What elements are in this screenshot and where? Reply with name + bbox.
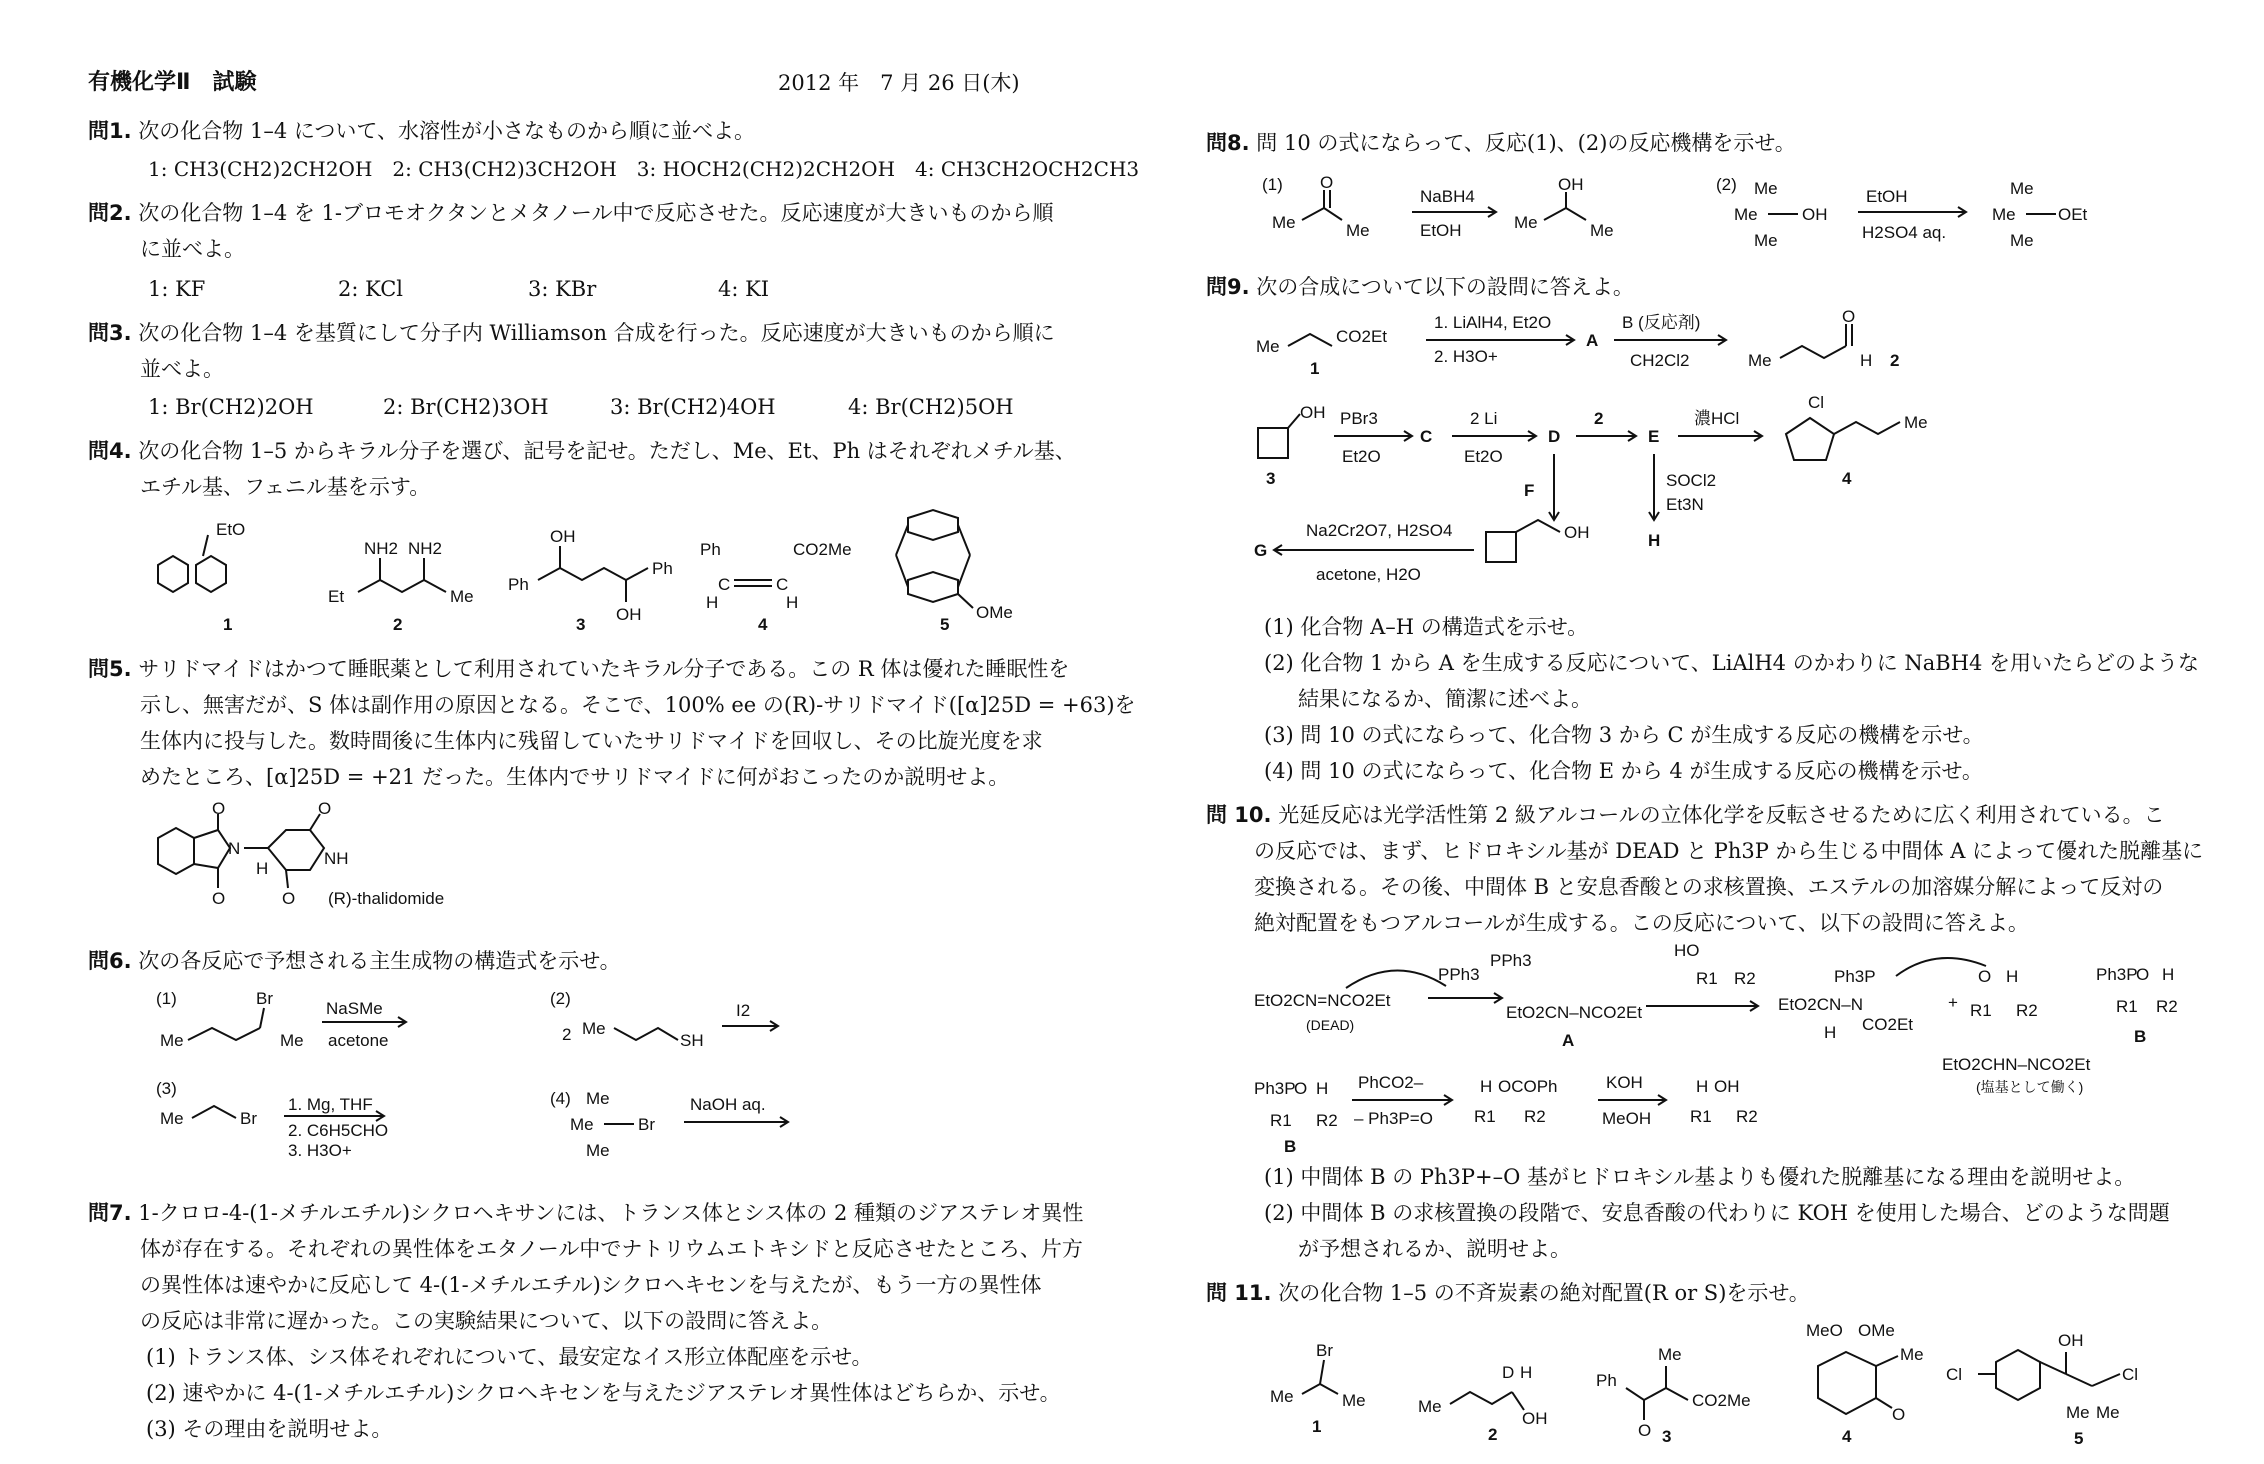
- q9-me1: Me: [1256, 337, 1280, 356]
- q11-oh2: OH: [1522, 1409, 1548, 1428]
- q10-meoh: MeOH: [1602, 1109, 1652, 1128]
- q10-r1e: R1: [1474, 1107, 1496, 1126]
- q4-ph3b: Ph: [652, 559, 673, 578]
- q4-oh3a: OH: [550, 527, 576, 546]
- q3-line2: 並べよ。: [140, 357, 224, 381]
- q2-line2: に並べよ。: [140, 237, 245, 261]
- q10-b2: B: [1284, 1137, 1297, 1156]
- q4-line2: エチル基、フェニル基を示す。: [140, 475, 431, 499]
- q9-b: B (反応剤): [1622, 313, 1701, 332]
- q8-oet: OEt: [2058, 205, 2088, 224]
- q10-pph3: PPh3: [1438, 965, 1480, 984]
- q8-me9: Me: [1992, 205, 2016, 224]
- q6-r3a: 1. Mg, THF: [288, 1095, 373, 1114]
- q11-structures: [1206, 1322, 2206, 1452]
- q11-me5b: Me: [2096, 1403, 2120, 1422]
- q9-ch2cl2: CH2Cl2: [1630, 351, 1690, 370]
- q10-h4: H: [1316, 1079, 1329, 1098]
- q2-line1: 次の化合物 1–4 を 1-ブロモオクタンとメタノール中で反応させた。反応速度が大きいものから順: [138, 201, 1054, 225]
- q11-br: Br: [1316, 1341, 1333, 1360]
- q6-br4: Br: [638, 1115, 655, 1134]
- q6-l3: (3): [156, 1079, 177, 1098]
- q11-ome4: OMe: [1858, 1321, 1895, 1340]
- q8-prompt: [1206, 126, 1796, 160]
- q8-me8: Me: [2010, 179, 2034, 198]
- q4-co2me4: CO2Me: [793, 540, 852, 559]
- thal-o3: O: [318, 799, 332, 818]
- q2-item1: 1: KF: [148, 277, 206, 301]
- q10-line1: 光延反応は光学活性第 2 級アルコールの立体化学を反転させるために広く利用されている。こ: [1278, 803, 2165, 827]
- q8-l2: (2): [1716, 175, 1737, 194]
- q10-phco2: PhCO2–: [1358, 1073, 1424, 1092]
- exam-date: 2012 年 7 月 26 日(木): [778, 71, 1020, 95]
- q11-prompt: [1206, 1276, 1810, 1310]
- q10-r2f: R2: [1736, 1107, 1758, 1126]
- q11-oh5: OH: [2058, 1331, 2084, 1350]
- q8-me1: Me: [1272, 213, 1296, 232]
- q6-two: 2: [562, 1025, 572, 1044]
- q10-mechanism: [1206, 941, 2206, 1156]
- q9-d: D: [1548, 427, 1561, 446]
- q5-label: 問5.: [88, 657, 132, 681]
- q4-oh3b: OH: [616, 605, 642, 624]
- q8-me5: Me: [1754, 179, 1778, 198]
- q10-ph3p1: Ph3P: [1834, 967, 1876, 986]
- q10-line2: の反応では、まず、ヒドロキシル基が DEAD と Ph3P から生じる中間体 A によって優れた脱離基に: [1254, 839, 2204, 863]
- q8-o: O: [1320, 173, 1334, 192]
- q5-prompt: [88, 652, 1069, 686]
- q10-sub1: (1) 中間体 B の Ph3P+–O 基がヒドロキシル基よりも優れた脱離基になる理由を説明せよ。: [1264, 1165, 2136, 1189]
- q10-base: (塩基として働く): [1976, 1079, 2084, 1095]
- q8-oh2: OH: [1802, 205, 1828, 224]
- thal-name: (R)-thalidomide: [328, 889, 445, 908]
- q3-item4: 4: Br(CH2)5OH: [848, 395, 1014, 419]
- q9-me3: Me: [1904, 413, 1928, 432]
- q8-h2so4: H2SO4 aq.: [1862, 223, 1947, 242]
- q6-r3c: 3. H3O+: [288, 1141, 352, 1160]
- q2-label: 問2.: [88, 201, 132, 225]
- q9-na2: Na2Cr2O7, H2SO4: [1306, 521, 1453, 540]
- q5-line4: めたところ、[α]25D = +21 だった。生体内でサリドマイドに何がおこったのか説明せよ。: [140, 765, 1010, 789]
- q11-compound-1: [1270, 1341, 1366, 1436]
- q10-ph3p2: Ph3P: [2096, 965, 2138, 984]
- q8-etoh2: EtOH: [1866, 187, 1908, 206]
- q7-line4: の反応は非常に遅かった。この実験結果について、以下の設問に答えよ。: [140, 1309, 833, 1333]
- q11-d: D: [1502, 1363, 1515, 1382]
- q8-me10: Me: [2010, 231, 2034, 250]
- q6-text: 次の各反応で予想される主生成物の構造式を示せ。: [138, 949, 621, 973]
- q8-me6: Me: [1734, 205, 1758, 224]
- q9-n1: 1: [1310, 359, 1320, 378]
- q9-pbr3: PBr3: [1340, 409, 1378, 428]
- q11-me2: Me: [1418, 1397, 1442, 1416]
- q10-r1a: R1: [1696, 969, 1718, 988]
- q10-r2c: R2: [2156, 997, 2178, 1016]
- q9-text: 次の合成について以下の設問に答えよ。: [1256, 275, 1634, 299]
- q4-structures: [88, 510, 1088, 634]
- q4-eto: EtO: [216, 520, 246, 539]
- q10-a: A: [1562, 1031, 1575, 1050]
- q10-sub2b: が予想されるか、説明せよ。: [1298, 1237, 1571, 1261]
- q11-me3: Me: [1658, 1345, 1682, 1364]
- q8-label: 問8.: [1206, 131, 1250, 155]
- q4-n4: 4: [758, 615, 768, 634]
- q11-compound-3: [1596, 1345, 1751, 1446]
- q9-sub2a: (2) 化合物 1 から A を生成する反応について、LiAlH4 のかわりに NaBH4 を用いたらどのような: [1264, 651, 2200, 675]
- q6-me4a: Me: [586, 1089, 610, 1108]
- q4-n1: 1: [223, 615, 233, 634]
- q6-nasme: NaSMe: [326, 999, 383, 1018]
- q9-n3: 3: [1266, 469, 1276, 488]
- q10-r1f: R1: [1690, 1107, 1712, 1126]
- q11-cl5a: Cl: [1946, 1365, 1963, 1384]
- q10-h6: H: [1696, 1077, 1709, 1096]
- q10-line3: 変換される。その後、中間体 B と安息香酸との求核置換、エステルの加溶媒分解によって反対の: [1254, 875, 2164, 899]
- q4-me: Me: [450, 587, 474, 606]
- q1-label: 問1.: [88, 119, 132, 143]
- q4-n5: 5: [940, 615, 950, 634]
- q10-int: EtO2CN–N: [1778, 995, 1864, 1014]
- q6-l1: (1): [156, 989, 177, 1008]
- q6-me1b: Me: [280, 1031, 304, 1050]
- q4-ome: OMe: [976, 603, 1013, 622]
- q10-h2: H: [2006, 967, 2019, 986]
- q3-label: 問3.: [88, 321, 132, 345]
- q9-r1a: 1. LiAlH4, Et2O: [1434, 313, 1552, 332]
- q11-compound-4: [1806, 1321, 1924, 1446]
- q6-i2: I2: [736, 1001, 751, 1020]
- q7-line2: 体が存在する。それぞれの異性体をエタノール中でナトリウムエトキシドと反応させたところ、片方: [140, 1237, 1083, 1261]
- q4-compound-2: [328, 539, 474, 634]
- q6-me1a: Me: [160, 1031, 184, 1050]
- q10-pph3b: PPh3: [1490, 951, 1532, 970]
- q10-r1b: R1: [1970, 1001, 1992, 1020]
- q9-sub1: (1) 化合物 A–H の構造式を示せ。: [1264, 615, 1589, 639]
- q10-label: 問 10.: [1206, 803, 1272, 827]
- q5-line3: 生体内に投与した。数時間後に生体内に残留していたサリドマイドを回収し、その比旋光度を求: [140, 729, 1043, 753]
- thal-o2: O: [212, 889, 226, 908]
- q11-compound-2: [1418, 1363, 1548, 1444]
- q10-r2e: R2: [1524, 1107, 1546, 1126]
- q6-sh: SH: [680, 1031, 704, 1050]
- q4-nh2b: NH2: [408, 539, 443, 558]
- q6-label: 問6.: [88, 949, 132, 973]
- q10-r2d: R2: [1316, 1111, 1338, 1130]
- q6-br3: Br: [240, 1109, 257, 1128]
- q3-item1: 1: Br(CH2)2OH: [148, 395, 314, 419]
- q9-cl: Cl: [1808, 393, 1825, 412]
- q9-li: 2 Li: [1470, 409, 1498, 428]
- q4-nh2a: NH2: [364, 539, 399, 558]
- q10-ph3p3: Ph3P: [1254, 1079, 1296, 1098]
- q3-prompt: [88, 316, 1055, 350]
- q9-et2o2: Et2O: [1464, 447, 1503, 466]
- q3-item2: 2: Br(CH2)3OH: [383, 395, 549, 419]
- q10-o3: O: [1294, 1079, 1308, 1098]
- q4-prompt: [88, 434, 1076, 468]
- q2-item4: 4: KI: [718, 277, 770, 301]
- q10-dead: EtO2CN=NCO2Et: [1254, 991, 1391, 1010]
- q6-naoh: NaOH aq.: [690, 1095, 766, 1114]
- q10-deadlbl: (DEAD): [1306, 1017, 1355, 1033]
- q10-o2: O: [2136, 965, 2150, 984]
- q9-sub2b: 結果になるか、簡潔に述べよ。: [1298, 687, 1592, 711]
- q11-n4: 4: [1842, 1427, 1852, 1446]
- q4-line1: 次の化合物 1–5 からキラル分子を選び、記号を記せ。ただし、Me、Et、Ph はそれぞれメチル基、: [138, 439, 1076, 463]
- q8-l1: (1): [1262, 175, 1283, 194]
- q11-o3: O: [1638, 1421, 1652, 1440]
- q11-n3: 3: [1662, 1427, 1672, 1446]
- q8-reactions: [1206, 172, 2206, 262]
- q4-compound-3: [508, 527, 673, 634]
- q4-compound-5: [896, 510, 1013, 634]
- q4-label: 問4.: [88, 439, 132, 463]
- q9-r1b: 2. H3O+: [1434, 347, 1498, 366]
- q9-label: 問9.: [1206, 275, 1250, 299]
- q2-prompt: [88, 196, 1053, 230]
- q3-line1: 次の化合物 1–4 を基質にして分子内 Williamson 合成を行った。反応速度が大きいものから順に: [138, 321, 1055, 345]
- q10-minus: – Ph3P=O: [1354, 1109, 1433, 1128]
- q10-h3: H: [2162, 965, 2175, 984]
- q6-br1: Br: [256, 989, 273, 1008]
- q10-h1: H: [1824, 1023, 1837, 1042]
- q9-prompt: [1206, 270, 1634, 304]
- q2-item3: 3: KBr: [528, 277, 597, 301]
- q7-sub2: (2) 速やかに 4-(1-メチルエチル)シクロヘキセンを与えたジアステレオ異性体はどちらか、示せ。: [146, 1381, 1061, 1405]
- q10-prompt: [1206, 798, 2165, 832]
- q5-line2: 示し、無害だが、S 体は副作用の原因となる。そこで、100% ee の(R)-サリドマイド([α]25D = +63)を: [140, 693, 1136, 717]
- exam-title: 有機化学Ⅱ 試験: [88, 70, 257, 95]
- q11-compound-5: [1946, 1331, 2138, 1448]
- q7-sub3: (3) その理由を説明せよ。: [146, 1417, 393, 1441]
- q1-prompt: [88, 114, 755, 148]
- q10-r2b: R2: [2016, 1001, 2038, 1020]
- q3-item3: 3: Br(CH2)4OH: [610, 395, 776, 419]
- q4-n2: 2: [393, 615, 403, 634]
- q10-sub2a: (2) 中間体 B の求核置換の段階で、安息香酸の代わりに KOH を使用した場合、どのような問題: [1264, 1201, 2170, 1225]
- q6-acetone: acetone: [328, 1031, 389, 1050]
- q11-co2me3: CO2Me: [1692, 1391, 1751, 1410]
- q10-r1c: R1: [2116, 997, 2138, 1016]
- q5-line1: サリドマイドはかつて睡眠薬として利用されていたキラル分子である。この R 体は優れた睡眠性を: [138, 657, 1070, 681]
- q10-r2a: R2: [1734, 969, 1756, 988]
- q10-h5: H: [1480, 1077, 1493, 1096]
- q8-me3: Me: [1514, 213, 1538, 232]
- q8-me2: Me: [1346, 221, 1370, 240]
- thal-h: H: [256, 859, 269, 878]
- q9-sub3: (3) 問 10 の式にならって、化合物 3 から C が生成する反応の機構を示せ。: [1264, 723, 1984, 747]
- q9-n2: 2: [1890, 351, 1900, 370]
- q4-ph4: Ph: [700, 540, 721, 559]
- q9-hh: H: [1648, 531, 1661, 550]
- q9-ac: acetone, H2O: [1316, 565, 1421, 584]
- q7-label: 問7.: [88, 1201, 132, 1225]
- q7-line1: 1-クロロ-4-(1-メチルエチル)シクロヘキサンには、トランス体とシス体の 2 種類のジアステレオ異性: [138, 1201, 1084, 1225]
- q9-o: O: [1842, 307, 1856, 326]
- q10-co2et: CO2Et: [1862, 1015, 1914, 1034]
- q9-hcl: 濃HCl: [1694, 409, 1740, 428]
- q9-two2: 2: [1594, 409, 1604, 428]
- q4-n3: 3: [576, 615, 586, 634]
- q6-me4c: Me: [586, 1141, 610, 1160]
- q9-e: E: [1648, 427, 1660, 446]
- q6-me2: Me: [582, 1019, 606, 1038]
- q7-sub1: (1) トランス体、シス体それぞれについて、最安定なイス形立体配座を示せ。: [146, 1345, 873, 1369]
- q10-line4: 絶対配置をもつアルコールが生成する。この反応について、以下の設問に答えよ。: [1254, 911, 2029, 935]
- q11-o4: O: [1892, 1405, 1906, 1424]
- q9-co2et: CO2Et: [1336, 327, 1388, 346]
- q4-c4a: C: [718, 575, 731, 594]
- q9-et2o1: Et2O: [1342, 447, 1381, 466]
- q4-compound-1: [158, 520, 245, 634]
- q9-a: A: [1586, 331, 1599, 350]
- q10-o1: O: [1978, 967, 1992, 986]
- q6-l4: (4): [550, 1089, 571, 1108]
- q9-h: H: [1860, 351, 1873, 370]
- thal-o1: O: [212, 799, 226, 818]
- q10-plus: +: [1948, 993, 1958, 1012]
- q10-ho: HO: [1674, 941, 1700, 960]
- q10-hydrazine: EtO2CHN–NCO2Et: [1942, 1055, 2091, 1074]
- q8-text: 問 10 の式にならって、反応(1)、(2)の反応機構を示せ。: [1256, 131, 1796, 155]
- q7-prompt: [88, 1196, 1083, 1230]
- q4-compound-4: [700, 540, 852, 634]
- q4-c4b: C: [776, 575, 789, 594]
- q9-c: C: [1420, 427, 1433, 446]
- q10-ocoph: OCOPh: [1498, 1077, 1558, 1096]
- q9-g: G: [1254, 541, 1268, 560]
- thalidomide-structure: [148, 799, 548, 928]
- q10-b1: B: [2134, 1027, 2147, 1046]
- q11-n2: 2: [1488, 1425, 1498, 1444]
- q11-me1a: Me: [1270, 1387, 1294, 1406]
- q11-n5: 5: [2074, 1429, 2084, 1448]
- q11-text: 次の化合物 1–5 の不斉炭素の絶対配置(R or S)を示せ。: [1278, 1281, 1810, 1305]
- q11-ph3: Ph: [1596, 1371, 1617, 1390]
- thal-o4: O: [282, 889, 296, 908]
- q11-me4: Me: [1900, 1345, 1924, 1364]
- q2-item2: 2: KCl: [338, 277, 404, 301]
- q10-koh: KOH: [1606, 1073, 1643, 1092]
- q6-r3b: 2. C6H5CHO: [288, 1121, 389, 1140]
- q6-l2: (2): [550, 989, 571, 1008]
- q9-n4: 4: [1842, 469, 1852, 488]
- q6-me4b: Me: [570, 1115, 594, 1134]
- q11-h2: H: [1520, 1363, 1533, 1382]
- q9-f: F: [1524, 481, 1535, 500]
- q8-oh1: OH: [1558, 175, 1584, 194]
- q8-etoh1: EtOH: [1420, 221, 1462, 240]
- q4-h4a: H: [706, 593, 719, 612]
- q4-h4b: H: [786, 593, 799, 612]
- thal-n: N: [228, 839, 241, 858]
- q1-text: 次の化合物 1–4 について、水溶性が小さなものから順に並べよ。: [138, 119, 756, 143]
- q6-me3: Me: [160, 1109, 184, 1128]
- q10-aform: EtO2CN–NCO2Et: [1506, 1003, 1643, 1022]
- q11-me1b: Me: [1342, 1391, 1366, 1410]
- q7-line3: の異性体は速やかに反応して 4-(1-メチルエチル)シクロヘキセンを与えたが、もう一方の異性体: [140, 1273, 1042, 1297]
- q10-oh: OH: [1714, 1077, 1740, 1096]
- q4-et: Et: [328, 587, 345, 606]
- q11-n1: 1: [1312, 1417, 1322, 1436]
- q9-scheme: [1206, 307, 2206, 600]
- q4-ph3a: Ph: [508, 575, 529, 594]
- q11-me5a: Me: [2066, 1403, 2090, 1422]
- q9-socl2: SOCl2: [1666, 471, 1717, 490]
- q8-nabh4: NaBH4: [1420, 187, 1475, 206]
- q10-r1d: R1: [1270, 1111, 1292, 1130]
- q11-label: 問 11.: [1206, 1281, 1272, 1305]
- q6-reactions: [88, 990, 1088, 1190]
- q1-items: 1: CH3(CH2)2CH2OH 2: CH3(CH2)3CH2OH 3: HOCH2(CH2)2CH2OH 4: CH3CH2OCH2CH3: [148, 157, 1140, 181]
- q9-me2: Me: [1748, 351, 1772, 370]
- q11-cl5b: Cl: [2122, 1365, 2139, 1384]
- q9-et3n: Et3N: [1666, 495, 1704, 514]
- q9-oh2: OH: [1564, 523, 1590, 542]
- q11-meo4: MeO: [1806, 1321, 1843, 1340]
- q8-me7: Me: [1754, 231, 1778, 250]
- q6-prompt: [88, 944, 621, 978]
- q8-me4: Me: [1590, 221, 1614, 240]
- q9-oh: OH: [1300, 403, 1326, 422]
- thal-nh: NH: [324, 849, 349, 868]
- q9-sub4: (4) 問 10 の式にならって、化合物 E から 4 が生成する反応の機構を示せ。: [1264, 759, 1983, 783]
